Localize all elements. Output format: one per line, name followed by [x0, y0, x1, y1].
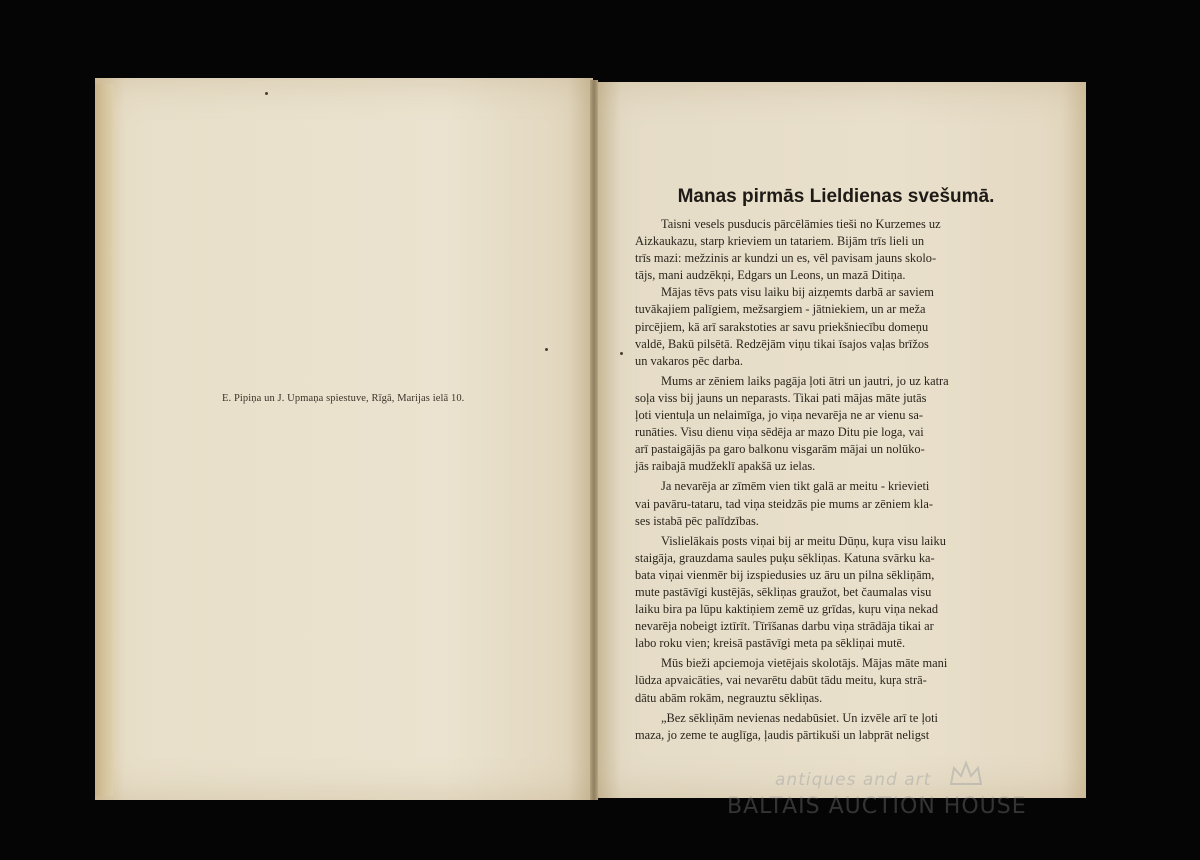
text-line: valdē, Bakū pilsētā. Redzējām viņu tikai īsajos vaļas brīžos	[635, 336, 929, 351]
left-page	[95, 78, 593, 800]
text-line: laiku bira pa lūpu kaktiņiem zemē uz grīdas, kuŗu viņa nekad	[635, 602, 939, 617]
text-line: soļa viss bij jauns un neparasts. Tikai pati mājas māte jutās	[635, 390, 927, 405]
text-line: Aizkaukazu, starp krieviem un tatariem. Bijām trīs lieli un	[635, 234, 925, 249]
text-line: ļoti vientuļa un nelaimīga, jo viņa nevarēja ne ar vienu sa-	[635, 408, 923, 423]
text-line: runāties. Visu dienu viņa sēdēja ar mazo Ditu pie loga, vai	[635, 425, 924, 440]
book-gutter	[590, 80, 598, 800]
text-line: „Bez sēkliņām nevienas nedabūsiet. Un izvēle arī te ļoti	[661, 710, 938, 725]
text-line: staigāja, grauzdama saules puķu sēkliņas. Katuna svārku ka-	[635, 550, 935, 565]
text-line: dātu abām rokām, negrauztu sēkliņas.	[635, 690, 823, 705]
text-line: arī pastaigājās pa garo balkonu visgarām mājai un nolūko-	[635, 442, 925, 457]
text-line: Mājas tēvs pats visu laiku bij aizņemts darbā ar saviem	[661, 285, 934, 300]
printer-imprint: E. Pipiņa un J. Upmaņa spiestuve, Rīgā, Marijas ielā 10.	[222, 393, 465, 404]
text-line: Mūs bieži apciemoja vietējais skolotājs. Mājas māte mani	[661, 656, 948, 671]
text-line: Vislielākais posts viņai bij ar meitu Dūņu, kuŗa visu laiku	[661, 533, 946, 548]
left-page-edge	[95, 84, 113, 796]
watermark-brand: BALTAIS AUCTION HOUSE	[727, 794, 1027, 819]
chapter-title: Manas pirmās Lieldienas svešumā.	[677, 186, 995, 207]
text-line: pircējiem, kā arī sarakstoties ar savu priekšniecību domeņu	[635, 319, 929, 334]
text-line: bata viņai vienmēr bij izspiedusies uz āru un pilna sēkliņām,	[635, 567, 935, 582]
text-line: maza, jo zeme te auglīga, ļaudis pārtikuši un labprāt neligst	[635, 727, 930, 742]
text-line: un vakaros pēc darba.	[635, 353, 744, 368]
text-line: ses istabā pēc palīdzības.	[635, 513, 759, 528]
crown-icon	[948, 760, 984, 788]
text-line: trīs mazi: mežzinis ar kundzi un es, vēl pavisam jauns skolo-	[635, 251, 937, 266]
text-line: vai pavāru-tataru, tad viņa steidzās pie mums ar zēniem kla-	[635, 496, 933, 511]
text-line: Ja nevarēja ar zīmēm vien tikt galā ar meitu - krievieti	[661, 479, 930, 494]
paper-speck	[545, 348, 548, 351]
text-line: labo roku vien; kreisā pastāvīgi meta pa sēkliņai mutē.	[635, 636, 906, 651]
text-line: nevarēja nobeigt iztīrīt. Tīrīšanas darbu viņa strādāja tikai ar	[635, 619, 934, 634]
body-text	[635, 216, 1010, 744]
text-line: Mums ar zēniem laiks pagāja ļoti ātri un jautri, jo uz katra	[661, 373, 949, 388]
text-line: Taisni vesels pusducis pārcēlāmies tieši no Kurzemes uz	[661, 217, 941, 231]
text-line: lūdza apvaicāties, vai nevarētu dabūt tādu meitu, kuŗa strā-	[635, 673, 927, 688]
paper-speck	[265, 92, 268, 95]
watermark-tagline: antiques and art	[775, 770, 932, 790]
text-line: jās raibajā mudžeklī apakšā uz ielas.	[635, 459, 816, 474]
text-line: tājs, mani audzēkņi, Edgars un Leons, un mazā Ditiņa.	[635, 268, 906, 283]
paper-speck	[620, 352, 623, 355]
text-line: mute pastāvīgi kustējās, sēkliņas graužot, bet čaumalas visu	[635, 584, 932, 599]
text-line: tuvākajiem palīgiem, mežsargiem - jātniekiem, un ar meža	[635, 302, 926, 317]
